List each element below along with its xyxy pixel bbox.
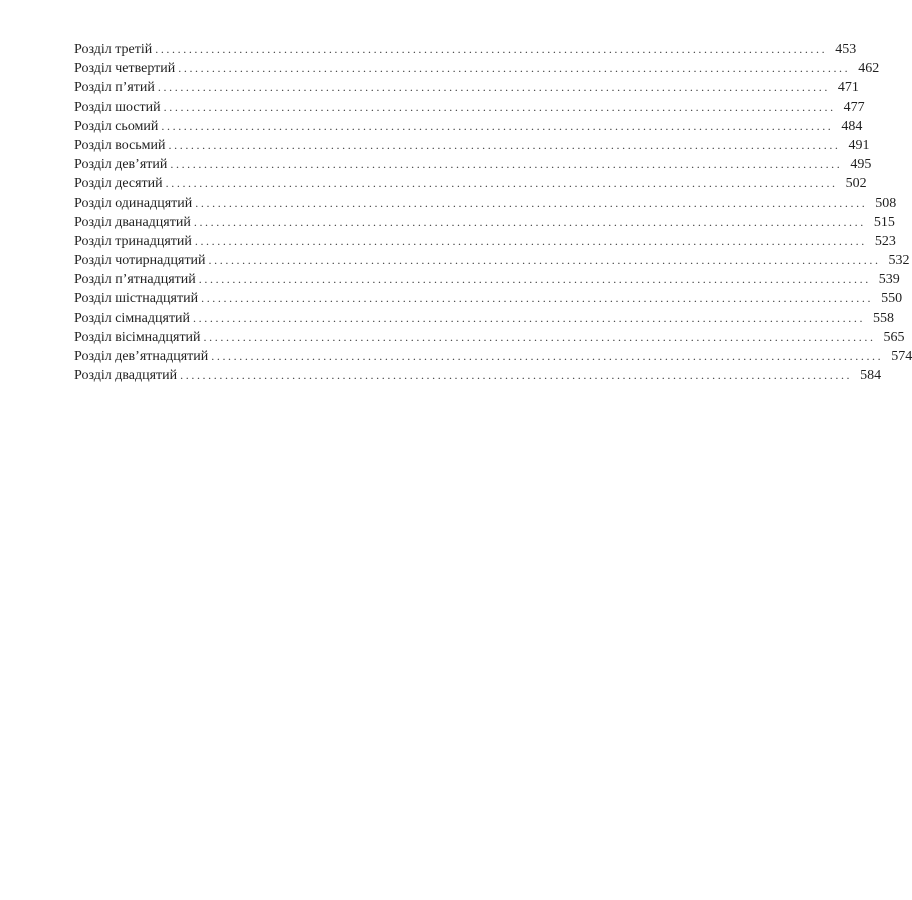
toc-entry-page: 565 (883, 329, 905, 345)
toc-entry (74, 289, 903, 308)
toc-entry-page: 584 (860, 368, 882, 384)
table-of-contents (74, 40, 912, 385)
toc-entry-page: 453 (835, 42, 857, 57)
toc-entry (74, 309, 895, 328)
toc-entry-title: Розділ десятий (74, 176, 163, 192)
toc-dot-leader: ........................................................................................................................ (165, 176, 838, 191)
toc-entry-page: 558 (873, 310, 895, 326)
toc-entry-title: Розділ дванадцятий (74, 214, 191, 230)
toc-dot-leader: ........................................................................................................................ (163, 99, 836, 114)
toc-entry (74, 98, 865, 117)
toc-entry-page: 477 (843, 99, 865, 115)
toc-dot-leader: ........................................................................................................................ (168, 137, 841, 152)
toc-dot-leader: ........................................................................................................................ (155, 42, 828, 56)
toc-entry-page: 539 (878, 272, 900, 288)
toc-entry-page: 532 (888, 253, 910, 269)
toc-entry (74, 194, 897, 213)
toc-entry-page: 484 (841, 118, 863, 134)
toc-dot-leader: ........................................................................................................................ (203, 329, 876, 344)
toc-dot-leader: ........................................................................................................................ (211, 349, 884, 363)
toc-entry-title: Розділ шостий (74, 99, 161, 115)
toc-entry-page: 462 (858, 61, 880, 77)
toc-dot-leader: ........................................................................................................................ (208, 253, 881, 268)
toc-entry-page: 502 (845, 176, 867, 192)
toc-entry-page: 523 (874, 233, 896, 249)
toc-entry (74, 174, 867, 193)
toc-entry-page: 515 (873, 214, 895, 230)
toc-entry-title: Розділ третій (74, 42, 153, 57)
toc-entry-title: Розділ четвертий (74, 61, 176, 77)
toc-entry-title: Розділ сьомий (74, 118, 159, 134)
toc-entry (74, 78, 859, 97)
toc-entry (74, 366, 882, 385)
toc-entry (74, 232, 896, 251)
toc-entry-title: Розділ восьмий (74, 137, 166, 153)
toc-entry (74, 117, 863, 136)
toc-entry-title: Розділ одинадцятий (74, 195, 193, 211)
toc-entry-page: 574 (891, 349, 912, 364)
toc-dot-leader: ........................................................................................................................ (201, 291, 874, 306)
toc-entry (74, 59, 880, 78)
toc-dot-leader: ........................................................................................................................ (195, 195, 868, 210)
toc-entry-page: 491 (848, 137, 870, 153)
toc-entry-page: 550 (881, 291, 903, 307)
toc-dot-leader: ........................................................................................................................ (198, 272, 871, 287)
toc-entry-title: Розділ вісімнадцятий (74, 329, 201, 345)
toc-entry (74, 155, 872, 174)
toc-entry (74, 328, 905, 347)
toc-entry-page: 508 (875, 195, 897, 211)
toc-entry-title: Розділ дев’ятнадцятий (74, 349, 209, 364)
toc-entry-title: Розділ сімнадцятий (74, 310, 191, 326)
toc-entry (74, 136, 870, 155)
toc-entry-page: 471 (837, 80, 859, 96)
toc-entry (74, 251, 910, 270)
toc-dot-leader: ........................................................................................................................ (194, 233, 867, 248)
toc-dot-leader: ........................................................................................................................ (193, 310, 866, 325)
toc-entry-title: Розділ п’ятнадцятий (74, 272, 196, 288)
toc-entry-title: Розділ шістнадцятий (74, 291, 199, 307)
toc-entry-page: 495 (850, 157, 872, 173)
toc-dot-leader: ........................................................................................................................ (161, 118, 834, 133)
toc-entry-title: Розділ чотирнадцятий (74, 253, 206, 269)
toc-entry-title: Розділ двадцятий (74, 368, 178, 384)
toc-dot-leader: ........................................................................................................................ (193, 214, 866, 229)
toc-entry (74, 270, 900, 289)
toc-entry-title: Розділ п’ятий (74, 80, 155, 96)
toc-entry (74, 213, 895, 232)
toc-dot-leader: ........................................................................................................................ (170, 157, 843, 172)
toc-entry-title: Розділ дев’ятий (74, 157, 168, 173)
toc-entry (74, 347, 912, 366)
toc-entry (74, 40, 857, 59)
toc-dot-leader: ........................................................................................................................ (157, 80, 830, 95)
toc-dot-leader: ........................................................................................................................ (180, 368, 853, 383)
toc-dot-leader: ........................................................................................................................ (178, 61, 851, 76)
toc-entry-title: Розділ тринадцятий (74, 233, 192, 249)
